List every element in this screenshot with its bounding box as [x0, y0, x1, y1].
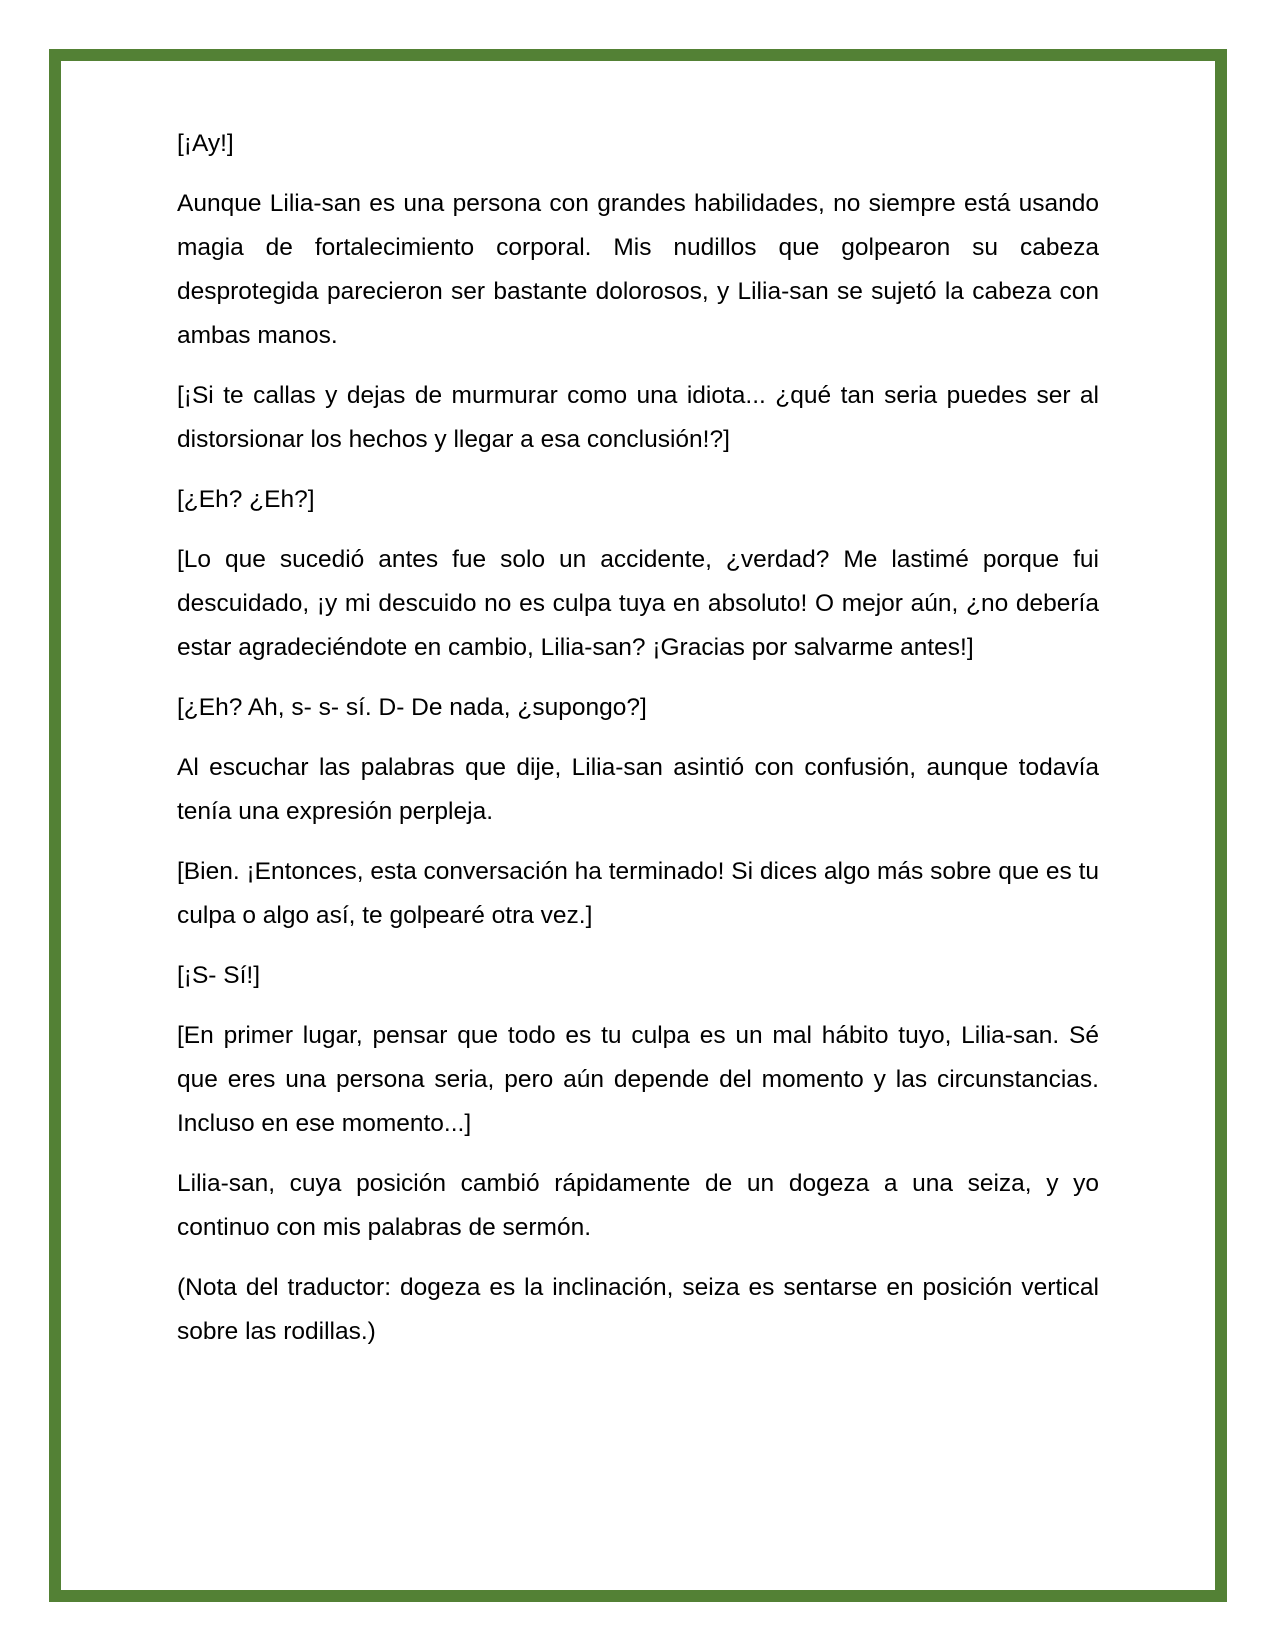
paragraph-narration: Aunque Lilia-san es una persona con grandes habilidades, no siempre está usando magia de fortalecimiento corporal. Mis nudillos que golpearon su cabeza desprotegida parecieron ser bastante dolorosos, y Lilia-san se sujetó la cabeza con ambas manos. [177, 190, 1099, 349]
document-body [177, 122, 1099, 1370]
translator-note: (Nota del traductor: dogeza es la inclinación, seiza es sentarse en posición vertical sobre las rodillas.) [177, 1274, 1099, 1345]
paragraph-dialogue: [Bien. ¡Entonces, esta conversación ha terminado! Si dices algo más sobre que es tu culpa o algo así, te golpearé otra vez.] [177, 858, 1099, 929]
paragraph-dialogue: [¿Eh? ¿Eh?] [177, 486, 315, 513]
paragraph-dialogue: [En primer lugar, pensar que todo es tu culpa es un mal hábito tuyo, Lilia-san. Sé que eres una persona seria, pero aún depende del momento y las circunstancias. Incluso en ese momento...] [177, 1022, 1099, 1137]
paragraph-narration: Al escuchar las palabras que dije, Lilia-san asintió con confusión, aunque todavía tenía una expresión perpleja. [177, 754, 1099, 825]
paragraph-dialogue: [¡Ay!] [177, 130, 234, 157]
paragraph-dialogue: [Lo que sucedió antes fue solo un accidente, ¿verdad? Me lastimé porque fui descuidado, ¡y mi descuido no es culpa tuya en absoluto! O mejor aún, ¿no debería estar agradeciéndote en cambio, Lilia-san? ¡Gracias por salvarme antes!] [177, 546, 1099, 661]
paragraph-narration: Lilia-san, cuya posición cambió rápidamente de un dogeza a una seiza, y yo continuo con mis palabras de sermón. [177, 1170, 1099, 1241]
paragraph-dialogue: [¡S- Sí!] [177, 962, 261, 989]
paragraph-dialogue: [¡Si te callas y dejas de murmurar como una idiota... ¿qué tan seria puedes ser al distorsionar los hechos y llegar a esa conclusión!?] [177, 382, 1099, 453]
paragraph-dialogue: [¿Eh? Ah, s- s- sí. D- De nada, ¿supongo?] [177, 694, 647, 721]
